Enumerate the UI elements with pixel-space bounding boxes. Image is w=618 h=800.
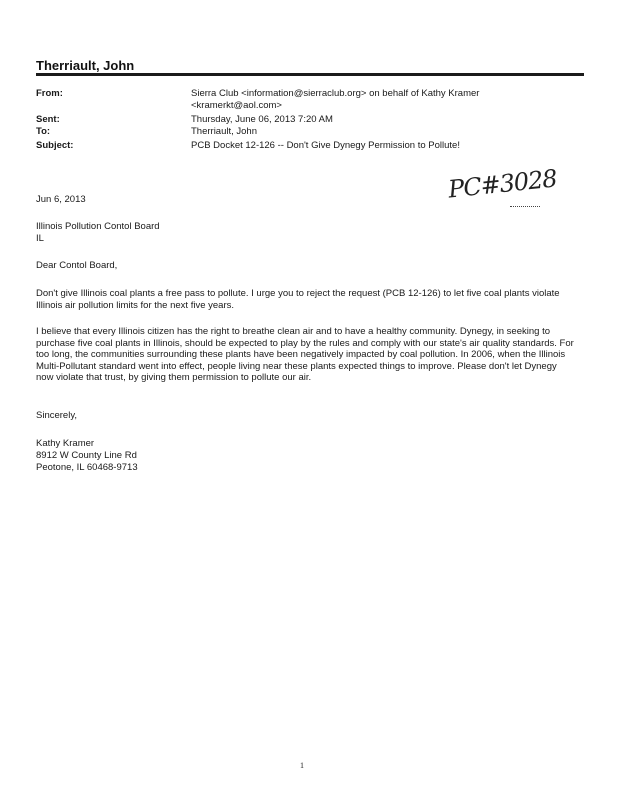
recipient-line2: IL [36, 233, 44, 244]
signature-address-line2: Peotone, IL 60468-9713 [36, 462, 138, 473]
header-divider [36, 73, 584, 76]
salutation: Dear Contol Board, [36, 260, 118, 271]
sender-name-heading: Therriault, John [36, 58, 135, 73]
subject-value: PCB Docket 12-126 -- Don't Give Dynegy Permission to Pollute! [191, 140, 460, 151]
signature-address-line1: 8912 W County Line Rd [36, 450, 137, 461]
subject-label: Subject: [36, 140, 74, 151]
recipient-line1: Illinois Pollution Contol Board [36, 221, 160, 232]
from-value-line2: <kramerkt@aol.com> [191, 100, 282, 111]
from-value-line1: Sierra Club <information@sierraclub.org> on behalf of Kathy Kramer [191, 88, 480, 99]
sent-value: Thursday, June 06, 2013 7:20 AM [191, 114, 333, 125]
closing: Sincerely, [36, 410, 78, 421]
paragraph-1: Don't give Illinois coal plants a free pass to pollute. I urge you to reject the request (PCB 12-126) to let five coal plants violate Illinois air pollution limits for the next five years. [36, 288, 560, 311]
paragraph-2: I believe that every Illinois citizen has the right to breathe clean air and to have a healthy community. Dynegy, in seeking to purchase five coal plants in Illinois, should be expected to play by the rules and comply with our state's air quality standards. For too long, the communities surrounding these plants have been negatively impacted by coal pollution. In 2006, when the Illinois Multi-Pollutant standard went into effect, people living near these plants expected things to improve. Please don't let Dynegy now violate that trust, by giving them permission to pollute our air. [36, 326, 574, 383]
handwritten-pc-annotation: PC#3028 [446, 164, 558, 204]
signature-name: Kathy Kramer [36, 438, 95, 449]
from-label: From: [36, 88, 63, 99]
sent-label: Sent: [36, 114, 60, 125]
annotation-underline [510, 206, 540, 208]
to-value: Therriault, John [191, 126, 258, 137]
page-number: 1 [300, 761, 304, 770]
letter-date: Jun 6, 2013 [36, 194, 86, 205]
to-label: To: [36, 126, 51, 137]
